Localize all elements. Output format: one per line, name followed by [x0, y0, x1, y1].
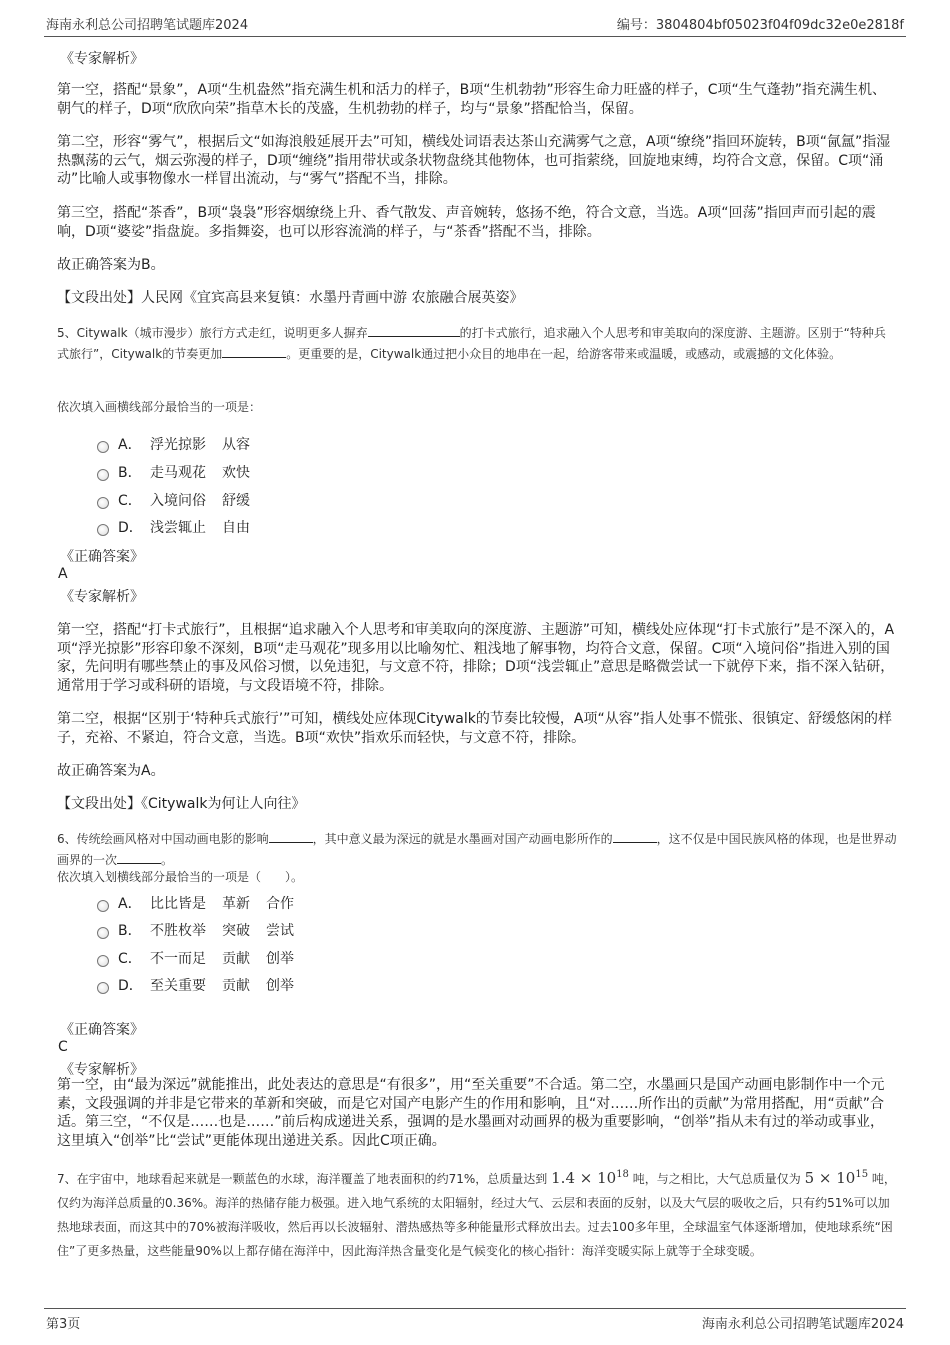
radio-icon[interactable]	[97, 900, 109, 912]
page-number: 第3页	[46, 1317, 81, 1332]
ocean-mass-formula: $1.4 \times 10^{18}$	[551, 1169, 629, 1187]
q4-analysis-p1: 第一空，搭配“景象”，A项“生机盎然”指充满生机和活力的样子，B项“生机勃勃”形容生命力旺盛的样子，C项“生气蓬勃”指充满生机、朝气的样子，D项“欣欣向荣”指草木长的茂盛，生机勃勃的样子，均与“景象”搭配恰当，保留。	[57, 82, 886, 117]
radio-icon[interactable]	[97, 927, 109, 939]
q6-stem-part4: 。	[161, 853, 174, 867]
q6-option-a[interactable]: A． 比比皆是 革新 合作	[97, 893, 310, 913]
radio-icon[interactable]	[97, 497, 109, 509]
header-title: 海南永利总公司招聘笔试题库2024	[46, 18, 249, 33]
q5-stem-part2: 的打卡式旅行，追求融入个人思考和审美取向的深度游、主题游。区别于“特种兵式旅行”，Citywalk的节奏更加	[57, 326, 886, 361]
q4-analysis-p2: 第二空，形容“雾气”，根据后文“如海浪般延展开去”可知，横线处词语表达茶山充满雾气之意，A项“缭绕”指回环旋转，B项“氤氲”指湿热飘荡的云气，烟云弥漫的样子，D项“缠绕”指用带状或条状物盘绕其他物体，也可指萦绕，回旋地束缚，均符合文意，保留。C项“涌动”比喻人或事物像水一样冒出流动，与“雾气”搭配不当，排除。	[57, 134, 891, 187]
q5-answer: A	[58, 566, 68, 582]
q7-part3: 吨，仅约为海洋总质量的0.36%。海洋的热储存能力极强。进入地气系统的太阳辐射，经过大气、云层和表面的反射，以及大气层的吸收之后，只有约51%可以加热地球表面，而这其中的70%被海洋吸收，然后再以长波辐射、潜热感热等多种能量形式释放出去。过去100多年里，全球温室气体逐渐增加，使地球系统“困住”了更多热量，这些能量90%以上都存储在海洋中，因此海洋热含量变化是气候变化的核心指针：海洋变暖实际上就等于全球变暖。	[57, 1172, 896, 1258]
q5-option-c[interactable]: C． 入境问俗 舒缓	[97, 490, 266, 510]
q5-analysis-p2: 第二空，根据“区别于‘特种兵式旅行’”可知，横线处应体现Citywalk的节奏比较慢，A项“从容”指人处事不慌张、很镇定、舒缓悠闲的样子，充裕、不紧迫，符合文意，当选。B项“欢快”指欢乐而轻快，与文意不符，排除。	[57, 711, 892, 746]
q5-analysis-label: 《专家解析》	[60, 589, 144, 605]
q5-prompt: 依次填入画横线部分最恰当的一项是：	[57, 400, 262, 414]
document-id: 编号：3804804bf05023f04f09dc32e0e2818f	[616, 18, 904, 33]
q5-stem-part3: 。更重要的是，Citywalk通过把小众目的地串在一起，给游客带来或温暖，或感动，或震撼的文化体验。	[286, 347, 842, 361]
q6-analysis-p1: 第一空，由“最为深远”就能推出，此处表达的意思是“有很多”，用“至关重要”不合适。第二空，水墨画只是国产动画电影制作中一个元素，文段强调的并非是它带来的革新和突破，而是它对国产电影产生的作用和影响，且“对……所作出的贡献”为常用搭配，用“贡献”合适。第三空，“不仅是……也是……”前后构成递进关系，强调的是水墨画对动画界的极为重要影响，“创举”指从未有过的举动或事业，这里填入“创举”比“尝试”更能体现出递进关系。因此C项正确。	[57, 1077, 885, 1149]
q5-source: 【文段出处】《Citywalk为何让人向往》	[57, 796, 306, 812]
q4-analysis-label: 《专家解析》	[60, 51, 144, 67]
radio-icon[interactable]	[97, 524, 109, 536]
q6-blank-1	[269, 830, 313, 843]
q6-answer: C	[58, 1039, 68, 1055]
q5-blank-2	[222, 345, 286, 358]
q6-option-c[interactable]: C． 不一而足 贡献 创举	[97, 948, 310, 968]
q5-stem-part1: 5、Citywalk（城市漫步）旅行方式走红，说明更多人摒弃	[57, 326, 368, 340]
radio-icon[interactable]	[97, 469, 109, 481]
q5-analysis-p1: 第一空，搭配“打卡式旅行”，且根据“追求融入个人思考和审美取向的深度游、主题游”可知，横线处应体现“打卡式旅行”是不深入的，A项“浮光掠影”形容印象不深刻，B项“走马观花”现多用以比喻匆忙、粗浅地了解事物，均符合文意，保留。C项“入境问俗”指进入别的国家，先问明有哪些禁止的事及风俗习惯，以免违犯，与文意不符，排除；D项“浅尝辄止”意思是略微尝试一下就停下来，指不深入钻研，通常用于学习或科研的语境，与文段语境不符，排除。	[57, 622, 895, 694]
q6-stem-part1: 6、传统绘画风格对中国动画电影的影响	[57, 832, 269, 846]
q6-answer-label: 《正确答案》	[60, 1022, 144, 1038]
header-divider	[44, 36, 906, 37]
q6-stem	[57, 829, 897, 871]
q6-stem-part3: ，这不仅是中国民族风格的体现，也是世界动画界的一次	[57, 832, 897, 867]
q7-part2: 吨，与之相比，大气总质量仅为	[632, 1172, 801, 1186]
radio-icon[interactable]	[97, 955, 109, 967]
radio-icon[interactable]	[97, 441, 109, 453]
q6-blank-2	[613, 830, 657, 843]
q4-source: 【文段出处】人民网《宜宾高县来复镇：水墨丹青画中游 农旅融合展英姿》	[57, 290, 524, 306]
q6-blank-3	[117, 851, 161, 864]
radio-icon[interactable]	[97, 982, 109, 994]
footer-divider	[44, 1308, 906, 1309]
q6-option-d[interactable]: D． 至关重要 贡献 创举	[97, 975, 310, 995]
q5-option-a[interactable]: A． 浮光掠影 从容	[97, 434, 266, 454]
q7-part1: 7、在宇宙中，地球看起来就是一颗蓝色的水球，海洋覆盖了地表面积的约71%，总质量达到	[57, 1172, 548, 1186]
footer-title: 海南永利总公司招聘笔试题库2024	[701, 1317, 904, 1332]
q5-stem	[57, 323, 897, 365]
atmosphere-mass-formula: $5 \times 10^{15}$	[804, 1169, 869, 1187]
q7-stem	[57, 1163, 897, 1263]
q6-analysis-label: 《专家解析》	[60, 1062, 144, 1078]
q5-option-d[interactable]: D． 浅尝辄止 自由	[97, 517, 266, 537]
q6-prompt: 依次填入划横线部分最恰当的一项是（ ）。	[57, 870, 304, 884]
q4-conclusion: 故正确答案为B。	[57, 257, 165, 273]
q6-stem-part2: ，其中意义最为深远的就是水墨画对国产动画电影所作的	[312, 832, 613, 846]
q6-option-b[interactable]: B． 不胜枚举 突破 尝试	[97, 920, 310, 940]
q5-conclusion: 故正确答案为A。	[57, 763, 165, 779]
q5-answer-label: 《正确答案》	[60, 549, 144, 565]
q4-analysis-p3: 第三空，搭配“茶香”，B项“袅袅”形容烟缭绕上升、香气散发、声音婉转，悠扬不绝，符合文意，当选。A项“回荡”指回声而引起的震响，D项“婆娑”指盘旋。多指舞姿，也可以形容流淌的样子，与“茶香”搭配不当，排除。	[57, 205, 876, 240]
q5-blank-1	[368, 324, 460, 337]
q5-option-b[interactable]: B． 走马观花 欢快	[97, 462, 266, 482]
